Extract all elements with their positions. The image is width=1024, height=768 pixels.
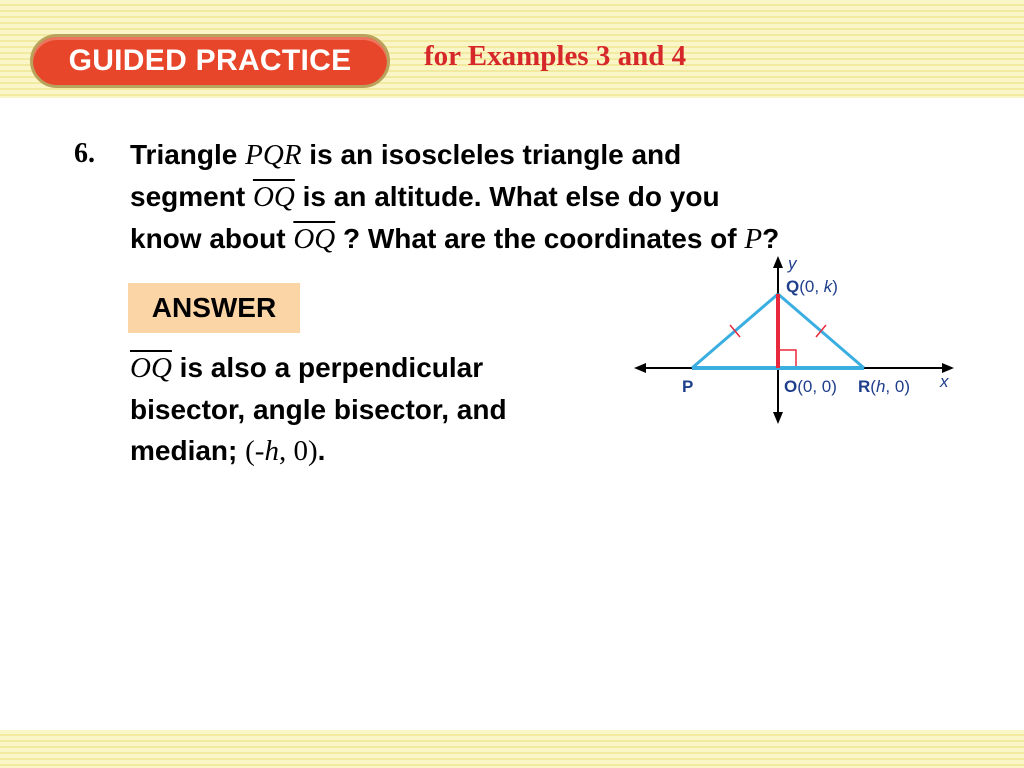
r-coord-open: (	[870, 377, 876, 396]
question-line-2	[130, 176, 950, 218]
answer-text-4: .	[317, 435, 326, 466]
guided-practice-badge	[30, 34, 390, 88]
answer-text-3: median;	[130, 435, 246, 466]
answer-text-1: is also a perpendicular	[171, 352, 484, 383]
r-coord-var: h	[875, 377, 886, 396]
q-coord-open: (0,	[799, 277, 824, 296]
answer-segment-name: $\overline{OQ}$	[130, 352, 172, 384]
point-q-label	[786, 277, 838, 296]
x-axis-label: x	[940, 372, 949, 391]
q2-text-c: is an altitude. What else do you	[294, 181, 720, 212]
q1-text-c: is an isoscleles triangle and	[301, 139, 682, 170]
y-axis-bottom-arrow	[773, 412, 783, 424]
o-coord: (0, 0)	[797, 377, 837, 396]
question-text	[130, 134, 950, 260]
examples-subtitle: for Examples 3 and 4	[424, 40, 687, 72]
answer-coord-open: (-	[245, 435, 265, 467]
q-letter: Q	[786, 277, 800, 296]
answer-badge	[128, 283, 300, 333]
x-axis-left-arrow	[634, 363, 646, 373]
q2-segment-name: $\overline{OQ}$	[252, 181, 295, 213]
triangle-diagram	[630, 254, 960, 426]
q3-point-name: P	[744, 223, 763, 255]
answer-coord-close: , 0)	[278, 435, 318, 467]
q2-text-a: segment	[130, 181, 253, 212]
o-letter: O	[784, 377, 798, 396]
q3-text-a: know about	[130, 223, 294, 254]
q3-text-c: ? What are the coordinates of	[335, 223, 745, 254]
r-coord-close: , 0)	[885, 377, 910, 396]
question-line-1	[130, 134, 950, 176]
q1-text-a: Triangle	[130, 139, 246, 170]
question-number: 6.	[74, 138, 95, 169]
answer-line-3	[130, 430, 630, 472]
right-angle-mark	[780, 350, 796, 366]
y-axis-label: y	[788, 254, 797, 273]
point-r-label	[858, 377, 910, 396]
q-coord-var: k	[823, 277, 833, 296]
q1-triangle-name: PQR	[245, 139, 302, 171]
answer-text	[130, 347, 630, 472]
q-coord-close: )	[832, 277, 838, 296]
r-letter: R	[858, 377, 871, 396]
point-o-label	[784, 377, 837, 396]
answer-label: ANSWER	[151, 292, 277, 323]
answer-text-2: bisector, angle bisector, and	[130, 394, 507, 425]
answer-line-2	[130, 389, 630, 430]
guided-practice-label: GUIDED PRACTICE	[68, 44, 352, 77]
answer-line-1	[130, 347, 630, 389]
point-p-label: P	[682, 377, 694, 396]
footer-band	[0, 730, 1024, 768]
y-axis-top-arrow	[773, 256, 783, 268]
q3-segment-name: $\overline{OQ}$	[293, 223, 336, 255]
answer-coord-var: h	[264, 435, 279, 467]
q3-text-e: ?	[762, 223, 780, 254]
